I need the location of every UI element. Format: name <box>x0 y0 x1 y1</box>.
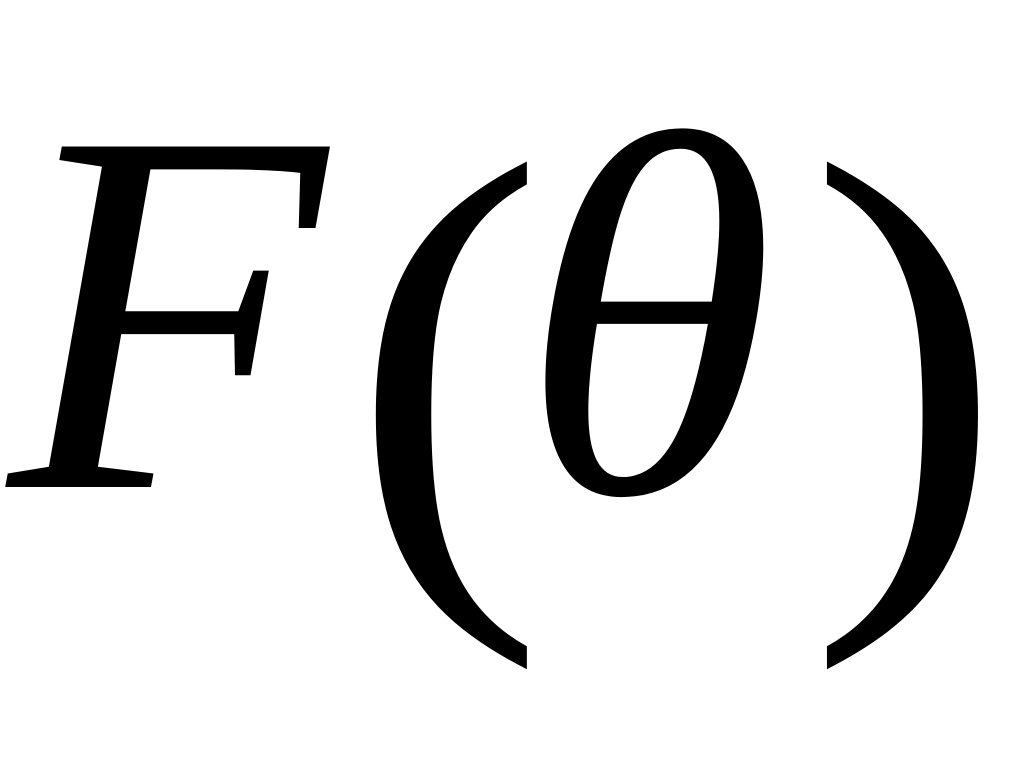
close-parenthesis: ) <box>808 52 1004 672</box>
function-symbol: F <box>8 25 326 600</box>
open-parenthesis: ( <box>350 52 546 672</box>
argument-symbol: θ <box>520 30 776 605</box>
